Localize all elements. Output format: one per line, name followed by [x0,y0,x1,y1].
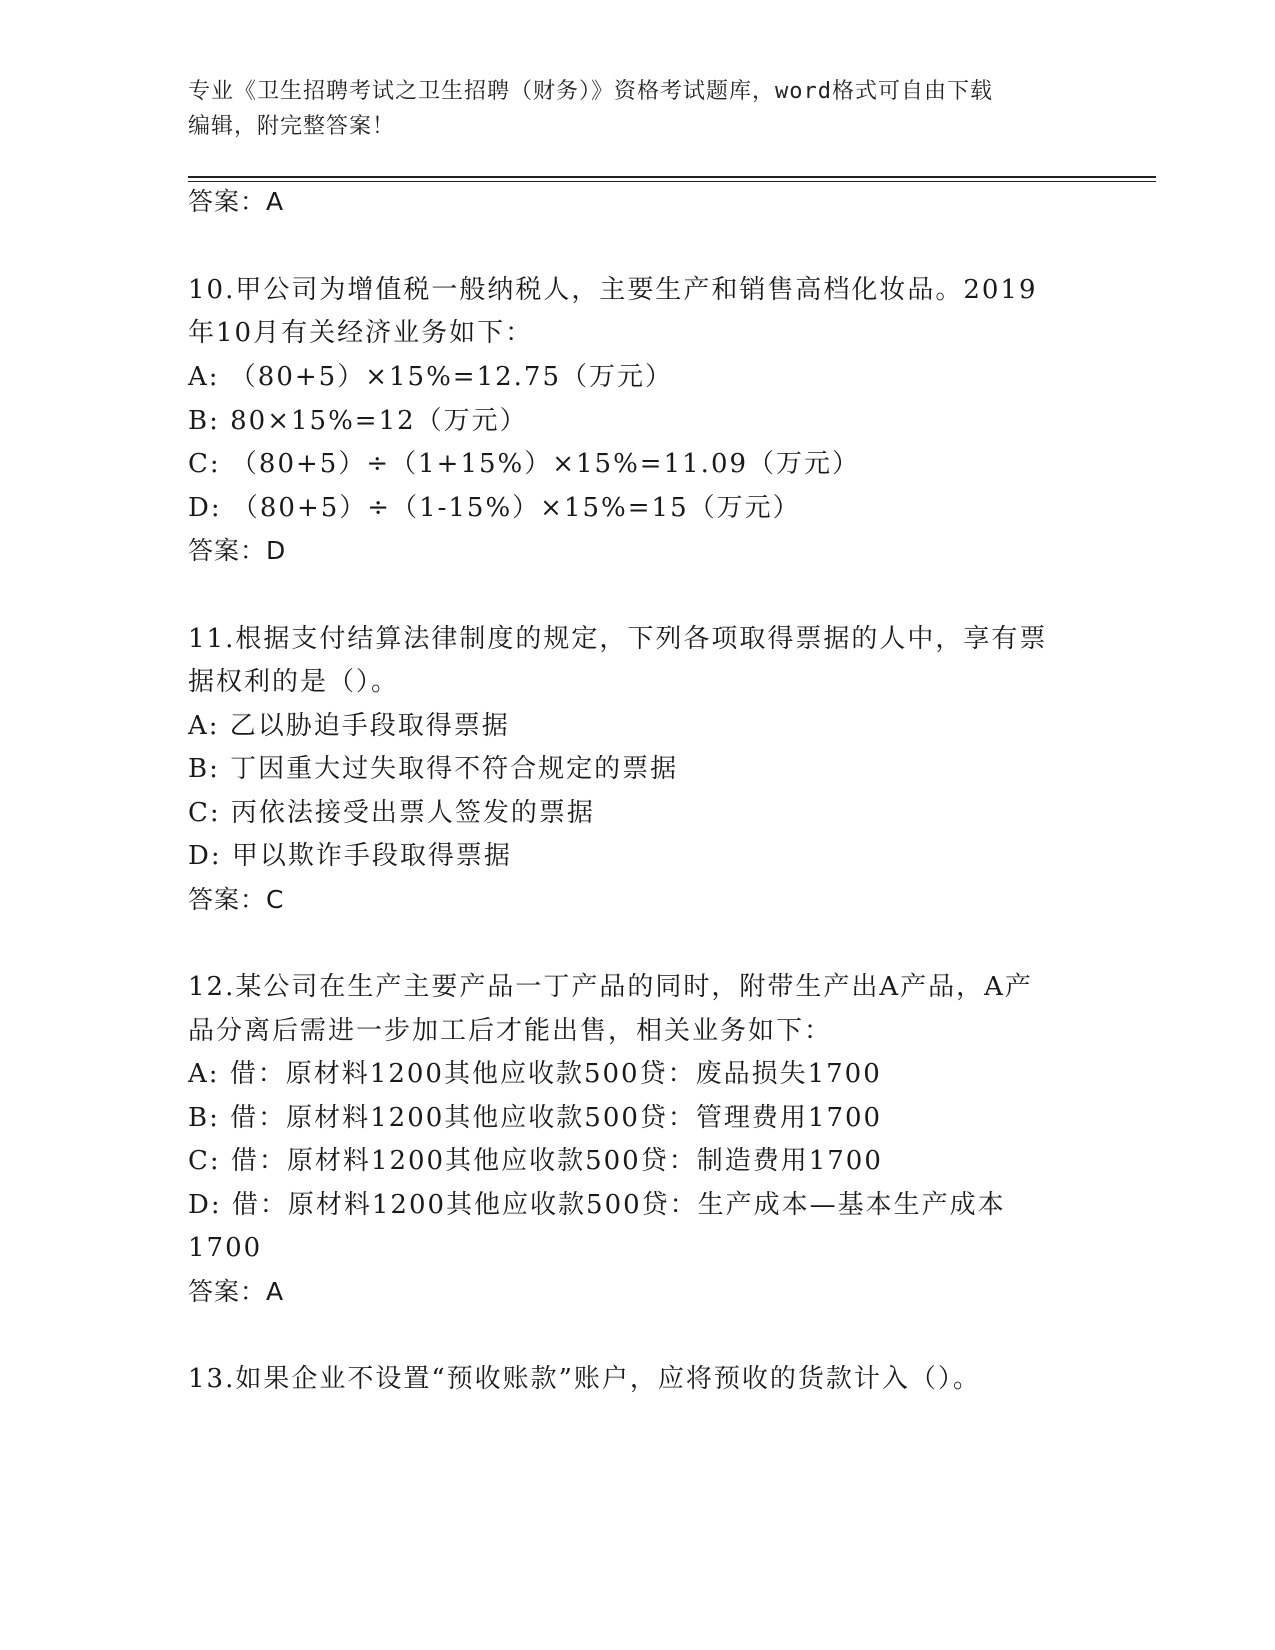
option-a: A: （80+5）×15%=12.75（万元） [188,362,674,392]
option-d: D: 甲以欺诈手段取得票据 [188,841,512,871]
header-divider [188,176,1156,182]
option-c: C: （80+5）÷（1+15%）×15%=11.09（万元） [188,449,861,479]
page-header [188,74,1088,144]
option-a: A: 乙以胁迫手段取得票据 [188,711,510,741]
question-11-line-2: 据权利的是（）。 [188,667,400,697]
question-10-line-2: 年10月有关经济业务如下： [188,318,534,348]
question-13-line-1: 13.如果企业不设置“预收账款”账户，应将预收的货款计入（）。 [188,1364,981,1394]
option-d-continued: 1700 [188,1233,263,1263]
header-line-2: 编辑，附完整答案！ [188,114,396,139]
option-b: B: 丁因重大过失取得不符合规定的票据 [188,754,679,784]
answer-label: 答案：A [188,187,285,216]
question-10-line-1: 10.甲公司为增值税一般纳税人，主要生产和销售高档化妆品。2019 [188,275,1038,305]
question-11-line-1: 11.根据支付结算法律制度的规定，下列各项取得票据的人中，享有票 [188,624,1048,654]
option-d: D: 借：原材料1200其他应收款500贷：生产成本—基本生产成本 [188,1190,1006,1220]
option-b: B: 借：原材料1200其他应收款500贷：管理费用1700 [188,1103,883,1133]
question-12-line-2: 品分离后需进一步加工后才能出售，相关业务如下： [188,1016,833,1046]
answer-label: 答案：C [188,885,285,914]
question-12-line-1: 12.某公司在生产主要产品一丁产品的同时，附带生产出A产品，A产 [188,972,1033,1002]
option-c: C: 丙依法接受出票人签发的票据 [188,798,595,828]
answer-label: 答案：A [188,1277,285,1306]
option-c: C: 借：原材料1200其他应收款500贷：制造费用1700 [188,1146,883,1176]
option-a: A: 借：原材料1200其他应收款500贷：废品损失1700 [188,1059,882,1089]
option-b: B: 80×15%=12（万元） [188,406,528,436]
answer-label: 答案：D [188,536,287,565]
header-line-1: 专业《卫生招聘考试之卫生招聘（财务）》资格考试题库，word格式可自由下载 [188,79,993,104]
option-d: D: （80+5）÷（1-15%）×15%=15（万元） [188,493,801,523]
